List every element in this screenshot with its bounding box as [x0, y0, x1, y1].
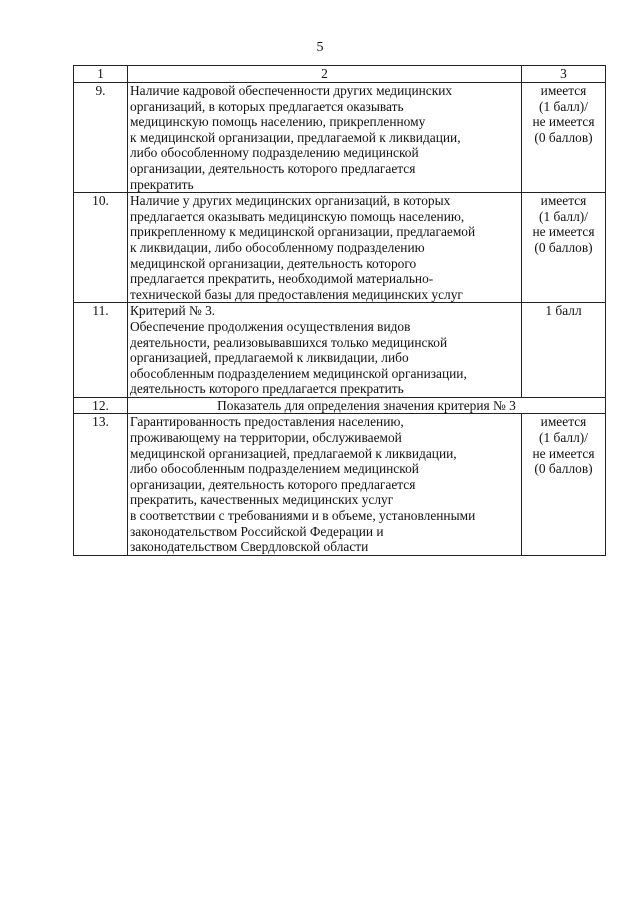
score-value: [522, 193, 606, 303]
description-line: Гарантированность предоставления населению,: [130, 414, 404, 430]
description-line: Наличие кадровой обеспеченности других медицинских: [130, 83, 453, 98]
score-line: имеется: [540, 83, 587, 98]
description-line: обособленным подразделением медицинской организации,: [130, 365, 467, 381]
criterion-description: [128, 303, 522, 398]
score-line: имеется: [540, 193, 587, 209]
table-row: [74, 414, 606, 555]
description-line: организацией, предлагаемой к ликвидации, либо: [130, 350, 409, 366]
criterion-description: [128, 414, 522, 555]
score-line: (0 баллов): [534, 129, 593, 145]
description-line: медицинскую помощь населению, прикрепленному: [130, 114, 426, 130]
description-line: предлагается оказывать медицинскую помощь населению,: [130, 208, 465, 224]
description-line: прикрепленному к медицинской организации, предлагаемой: [130, 224, 476, 240]
description-line: либо обособленным подразделением медицинской: [130, 461, 419, 477]
description-line: организаций, в которых предлагается оказывать: [130, 98, 404, 114]
section-heading-cell: Показатель для определения значения критерия № 3: [128, 397, 606, 414]
description-line: медицинской организацией, предлагаемой к ликвидации,: [130, 445, 457, 461]
score-line: (1 балл)/: [539, 208, 588, 224]
header-col-2: 2: [128, 66, 522, 83]
description-line: прекратить, качественных медицинских услуг: [130, 492, 394, 508]
description-line: прекратить: [130, 176, 194, 192]
description-line: в соответствии с требованиями и в объеме, установленными: [130, 508, 476, 524]
description-line: проживающему на территории, обслуживаемой: [130, 430, 402, 446]
table-row: [74, 303, 606, 398]
score-line: не имеется: [532, 445, 595, 461]
score-line: (1 балл)/: [539, 98, 588, 114]
table-row: [74, 83, 606, 193]
description-line: законодательством Свердловской области: [130, 539, 369, 555]
score-line: не имеется: [532, 224, 595, 240]
description-line: к медицинской организации, предлагаемой к ликвидации,: [130, 129, 461, 145]
score-line: имеется: [540, 414, 587, 430]
row-number: 11.: [74, 303, 128, 398]
description-line: Наличие у других медицинских организаций, в которых: [130, 193, 451, 209]
description-line: законодательством Российской Федерации и: [130, 523, 384, 539]
score-line: (0 баллов): [534, 239, 593, 255]
score-line: не имеется: [532, 114, 595, 130]
table-row: [74, 193, 606, 303]
table-header-row: [74, 66, 606, 83]
description-line: предлагается прекратить, необходимой материально-: [130, 271, 434, 287]
criterion-description: [128, 83, 522, 193]
score-value: [522, 303, 606, 398]
page-number: 5: [316, 40, 324, 55]
description-line: деятельности, реализовывавшихся только медицинской: [130, 334, 448, 350]
description-line: деятельность которого предлагается прекратить: [130, 381, 404, 397]
description-line: организации, деятельность которого предлагается: [130, 160, 416, 176]
description-line: организации, деятельность которого предлагается: [130, 476, 416, 492]
score-value: [522, 83, 606, 193]
header-col-1: 1: [74, 66, 128, 83]
score-line: (1 балл)/: [539, 430, 588, 446]
description-line: к ликвидации, либо обособленному подразделению: [130, 239, 425, 255]
score-line: 1 балл: [545, 303, 582, 319]
row-number: 13.: [74, 414, 128, 555]
description-line: либо обособленному подразделению медицинской: [130, 145, 419, 161]
row-number: 12.: [74, 397, 128, 414]
description-line: Обеспечение продолжения осуществления видов: [130, 318, 411, 334]
criterion-description: [128, 193, 522, 303]
row-number: 10.: [74, 193, 128, 303]
description-line: технической базы для предоставления медицинских услуг: [130, 286, 463, 302]
row-number: 9.: [74, 83, 128, 193]
header-col-3: 3: [522, 66, 606, 83]
table-row: [74, 397, 606, 414]
criteria-table: [73, 65, 606, 556]
description-line: медицинской организации, деятельность которого: [130, 255, 417, 271]
description-line: Критерий № 3.: [130, 303, 216, 319]
score-value: [522, 414, 606, 555]
score-line: (0 баллов): [534, 461, 593, 477]
